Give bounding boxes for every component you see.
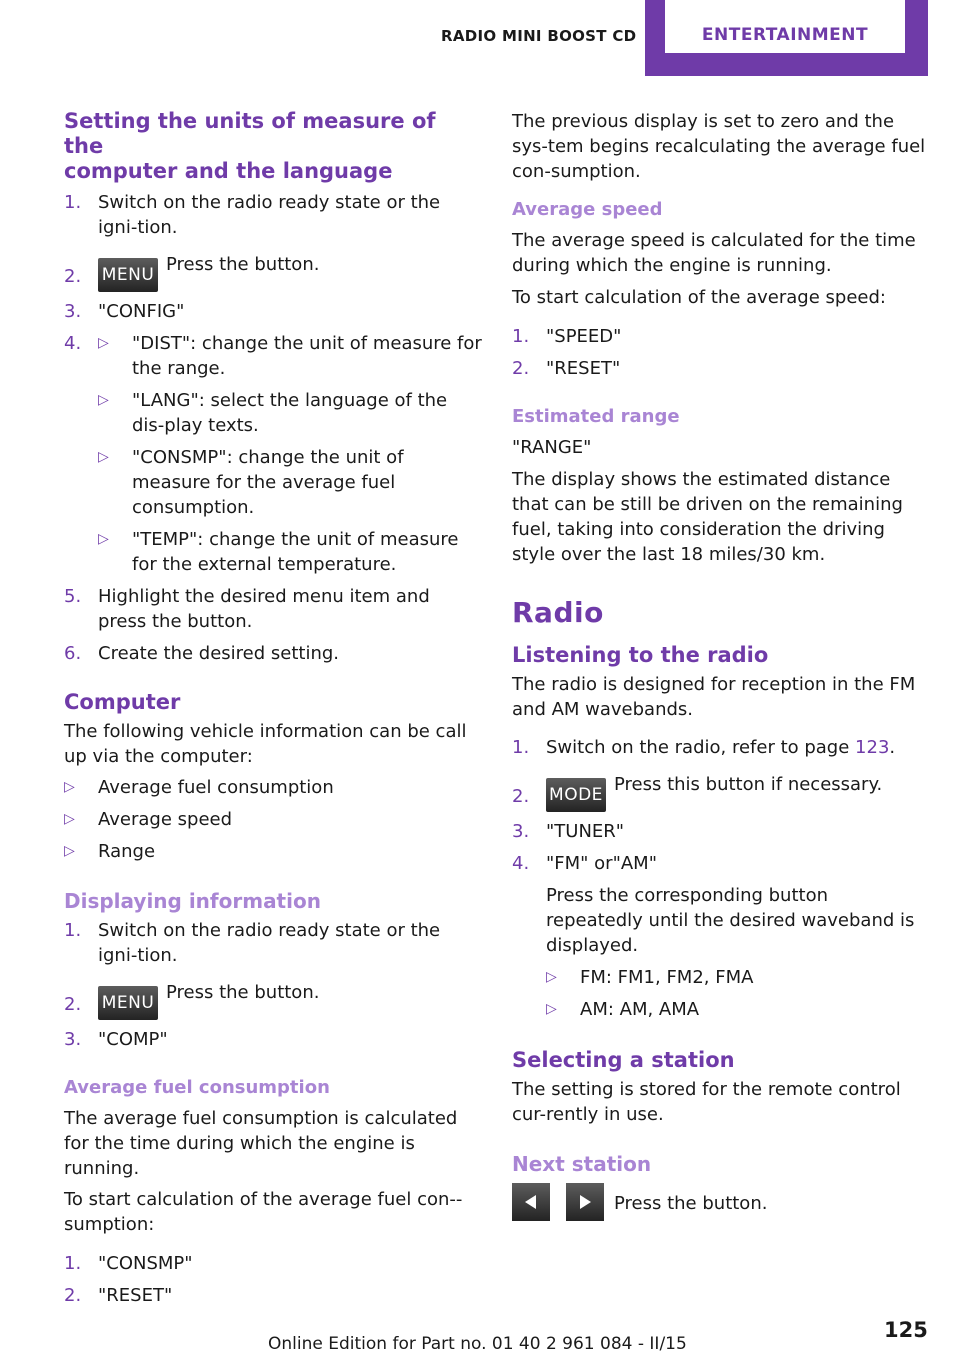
range-para: The display shows the estimated distance that can be still be driven on the remaining fuel, taking into consideration the driving style over the last 18 miles/30 km. <box>512 469 903 565</box>
units-title: Setting the units of measure of the computer and the language <box>64 109 436 183</box>
computer-intro: The following vehicle information can be call up via the computer: <box>64 721 467 767</box>
step4-note: Press the corresponding button repeatedly until the desired waveband is displayed. <box>546 885 915 956</box>
list-item: 1. Switch on the radio ready state or the igni-tion. <box>64 192 441 238</box>
list-item: 3. "COMP" <box>64 1029 168 1050</box>
range-label: "RANGE" <box>512 437 592 458</box>
page-link[interactable]: 123 <box>855 737 890 758</box>
avg-fuel-title: Average fuel consumption <box>64 1077 330 1098</box>
avg-speed-para2: To start calculation of the average speed: <box>512 287 886 308</box>
computer-title: Computer <box>64 690 181 714</box>
avg-fuel-para2: To start calculation of the average fuel con-sumption: <box>64 1189 463 1235</box>
menu-button-icon: MENU <box>98 986 158 1020</box>
radio-steps <box>512 735 928 1022</box>
bands-list <box>546 965 928 1022</box>
range-title: Estimated range <box>512 406 680 427</box>
list-item: 6. Create the desired setting. <box>64 643 340 664</box>
displaying-title: Displaying information <box>64 889 321 913</box>
avg-speed-title: Average speed <box>512 199 663 220</box>
next-arrow-icon <box>566 1183 604 1221</box>
right-column <box>512 109 928 1221</box>
selecting-intro: The setting is stored for the remote control cur-rently in use. <box>512 1079 901 1125</box>
list-item: 2. MENU Press the button. <box>64 980 482 1020</box>
listening-intro: The radio is designed for reception in the FM and AM wavebands. <box>512 674 916 720</box>
next-station-text: Press the button. <box>614 1193 768 1214</box>
selecting-title: Selecting a station <box>512 1048 735 1072</box>
next-station-row <box>512 1183 928 1221</box>
avg-fuel-para1: The average fuel consumption is calculated for the time during which the engine is running. <box>64 1108 458 1179</box>
header-tab-label: ENTERTAINMENT <box>665 0 905 53</box>
list-item: ▷ AM: AM, AMA <box>546 999 700 1020</box>
avg-fuel-steps <box>64 1251 482 1308</box>
reset-note: The previous display is set to zero and the sys-tem begins recalculating the average fuel con-sumption. <box>512 111 926 182</box>
next-station-title: Next station <box>512 1152 652 1176</box>
displaying-steps <box>64 918 482 1052</box>
list-item: 2. MENU Press the button. <box>64 252 482 292</box>
list-item: ▷ "DIST": change the unit of measure for the range. <box>98 333 482 379</box>
list-item: 2. MODE Press this button if necessary. <box>512 772 928 812</box>
listening-title: Listening to the radio <box>512 643 769 667</box>
list-item: ▷ Range <box>64 841 156 862</box>
previous-arrow-icon <box>512 1183 550 1221</box>
units-steps <box>64 190 482 666</box>
list-item: 2. "RESET" <box>64 1285 173 1306</box>
mode-button-icon: MODE <box>546 778 606 812</box>
list-item: 3. "TUNER" <box>512 821 625 842</box>
menu-button-icon: MENU <box>98 258 158 292</box>
units-subitems <box>98 331 482 577</box>
list-item: 4. ▷ "DIST": change the unit of measure for the range. ▷ "LANG": select the language of the dis-play texts. ▷ "CONSMP": change the unit of measure for the average fuel consumption. ▷ "TEMP": change the unit of measure for the external temperature. <box>64 333 482 575</box>
page-number: 125 <box>884 1318 928 1342</box>
list-item: 1. Switch on the radio ready state or the igni-tion. <box>64 920 441 966</box>
list-item: ▷ Average fuel consumption <box>64 777 334 798</box>
left-column <box>64 109 482 1308</box>
header-section-title: RADIO MINI BOOST CD <box>441 27 637 45</box>
list-item: 1. "CONSMP" <box>64 1253 193 1274</box>
avg-speed-para1: The average speed is calculated for the time during which the engine is running. <box>512 230 916 276</box>
list-item: ▷ "TEMP": change the unit of measure for the external temperature. <box>98 529 459 575</box>
list-item: 1. "SPEED" <box>512 326 622 347</box>
list-item: 2. "RESET" <box>512 358 621 379</box>
list-item: ▷ "LANG": select the language of the dis-play texts. <box>98 390 448 436</box>
list-item: 3. "CONFIG" <box>64 301 185 322</box>
list-item: ▷ Average speed <box>64 809 233 830</box>
avg-speed-steps <box>512 324 928 381</box>
footer-edition: Online Edition for Part no. 01 40 2 961 084 - II/15 <box>268 1334 687 1354</box>
list-item: ▷ "CONSMP": change the unit of measure for the average fuel consumption. <box>98 447 404 518</box>
header-tab <box>645 0 928 76</box>
computer-items <box>64 775 482 864</box>
radio-title: Radio <box>512 596 604 629</box>
list-item: 5. Highlight the desired menu item and press the button. <box>64 586 430 632</box>
list-item: 1. Switch on the radio, refer to page 123. <box>512 737 896 758</box>
list-item: ▷ FM: FM1, FM2, FMA <box>546 967 754 988</box>
list-item: 4. "FM" or"AM" Press the corresponding button repeatedly until the desired waveband is displayed. ▷ FM: FM1, FM2, FMA ▷ AM: AM, AMA <box>512 851 928 1022</box>
